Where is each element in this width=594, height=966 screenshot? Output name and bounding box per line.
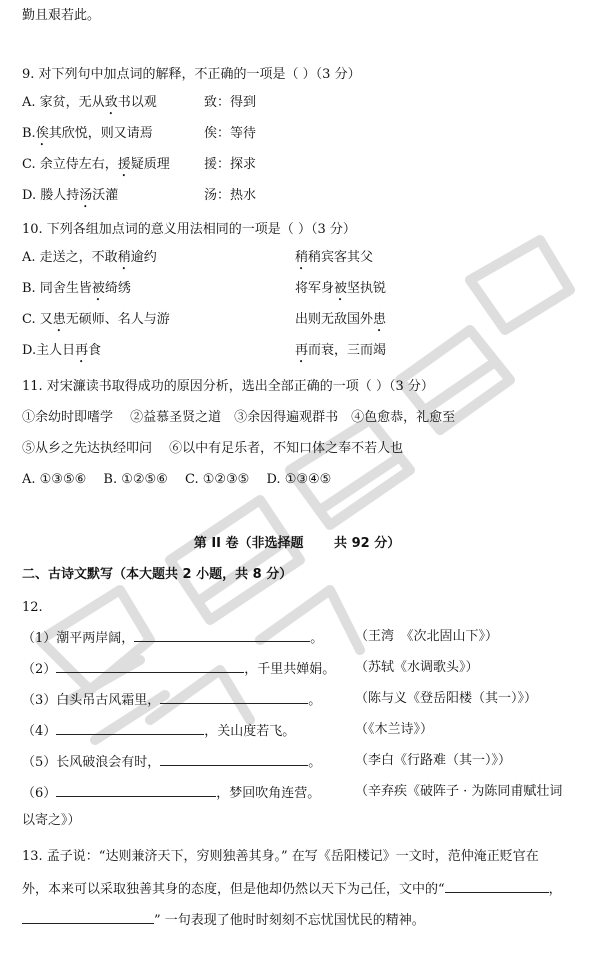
gloss-word: 致 (204, 95, 218, 110)
q13-line-2 (22, 879, 562, 899)
q10-row-c-left (22, 311, 170, 335)
dotted-word: 俟 (35, 126, 49, 141)
q9-option-b (22, 125, 153, 149)
option-label: C. (22, 312, 36, 327)
item-number: （2） (22, 662, 57, 677)
fill-blank[interactable] (445, 879, 549, 893)
option-text-post: 无硕师、名人与游 (65, 312, 170, 327)
q12-source-5: （李白《行路难（其一）》） (355, 753, 512, 768)
gloss-text: ：热水 (217, 188, 257, 203)
gloss-text: ：探求 (217, 157, 257, 172)
gloss-word: 俟 (204, 126, 218, 141)
q12-item-3 (22, 690, 321, 710)
dotted-word: 再 (75, 343, 89, 358)
q9-stem: 9. 对下列句中加点词的解释，不正确的一项是（ ）（3 分） (22, 67, 361, 82)
q12-source-2: （苏轼《水调歌头》） (355, 660, 479, 675)
q10-stem: 10. 下列各组加点词的意义用法相同的一项是（ ）（3 分） (22, 222, 356, 237)
q13-line-3 (22, 910, 425, 930)
fill-blank[interactable] (56, 721, 204, 735)
dotted-word: 汤 (79, 188, 93, 203)
q13-text-pre: 外，本来可以采取独善其身的态度，但是他却仍然以天下为己任，文中的“ (22, 882, 445, 897)
option-text-post: 坚执锐 (347, 281, 387, 296)
fill-blank[interactable] (22, 910, 154, 924)
top-line: 勤且艰若此。 (22, 8, 101, 23)
item-number: （5） (22, 755, 57, 770)
q9-gloss-c (204, 156, 256, 174)
option-text-pre: 走送之，不敢 (39, 250, 118, 265)
item-text-post: 。 (308, 693, 322, 708)
q11-line-2: ⑤从乡之先达执经叩问 ⑥以中有足乐者，不知口体之奉不若人也 (22, 441, 404, 456)
q12-source-3: （陈与义《登岳阳楼（其一）》） (355, 691, 538, 706)
option-label: C. (22, 157, 36, 172)
q12-item-5 (22, 752, 321, 772)
dotted-word: 患 (52, 312, 66, 327)
option-text-post: 食 (88, 343, 102, 358)
gloss-text: ：等待 (217, 126, 257, 141)
dotted-word: 稍 (295, 250, 309, 265)
q9-option-d (22, 187, 118, 211)
q11-line-1: ①余幼时即嗜学 ②益慕圣贤之道 ③余因得遍观群书 ④色愈恭，礼愈至 (22, 410, 456, 425)
gloss-word: 援 (204, 157, 218, 172)
q9-gloss-a (204, 94, 256, 112)
option-text-post: 疑质理 (130, 157, 170, 172)
fill-blank[interactable] (56, 783, 216, 797)
item-text-pre: 潮平两岸阔， (56, 631, 135, 646)
item-text-post: 。 (308, 755, 322, 770)
q10-row-b-left (22, 280, 131, 304)
q13-line-1: 13. 孟子说：“达则兼济天下，穷则独善其身。” 在写《岳阳楼记》一文时，范仲淹正贬官在 (22, 849, 539, 864)
option-label: D. (22, 343, 37, 358)
dotted-word: 稍 (117, 250, 131, 265)
item-text-post: 。 (310, 631, 324, 646)
option-text-post: 而衰，三而竭 (308, 343, 387, 358)
q10-row-d-left (22, 342, 101, 366)
q12-item-1 (22, 628, 323, 648)
option-label: A. (22, 95, 36, 110)
option-text-post: 绮绣 (104, 281, 131, 296)
option-text-post: 稍宾客其父 (308, 250, 374, 265)
q11-choices: A. ①③⑤⑥ B. ①②⑤⑥ C. ①②③⑤ D. ①③④⑤ (22, 472, 332, 487)
dotted-word: 致 (104, 95, 118, 110)
q12-number: 12. (22, 600, 43, 615)
q9-gloss-d (204, 187, 256, 205)
q9-option-a (22, 94, 157, 118)
item-number: （6） (22, 786, 57, 801)
option-text-post: 书以观 (117, 95, 157, 110)
item-number: （1） (22, 631, 57, 646)
q10-row-a-left (22, 249, 157, 273)
fill-blank[interactable] (160, 690, 308, 704)
option-text-pre: 家贫，无从 (39, 95, 105, 110)
fill-blank[interactable] (160, 752, 308, 766)
fill-blank[interactable] (56, 659, 244, 673)
q12-item-6 (22, 783, 320, 803)
option-text-pre: 媵人持 (40, 188, 80, 203)
dotted-word: 被 (334, 281, 348, 296)
q12-source-6: （辛弃疾《破阵子 · 为陈同甫赋壮词 (355, 784, 563, 799)
q11-stem: 11. 对宋濂读书取得成功的原因分析，选出全部正确的一项（ ）（3 分） (22, 379, 434, 394)
option-text-pre: 将军身 (295, 281, 335, 296)
section-two-heading: 二、古诗文默写（本大题共 2 小题，共 8 分） (22, 567, 293, 582)
option-text-post: 其欣悦，则又请焉 (48, 126, 153, 141)
item-text-pre: 长风破浪会有时， (56, 755, 161, 770)
dotted-word: 再 (295, 343, 309, 358)
q9-gloss-b (204, 125, 256, 143)
q13-text-post: ， (548, 882, 562, 897)
gloss-word: 汤 (204, 188, 218, 203)
item-text-post: ，梦回吹角连营。 (216, 786, 321, 801)
volume-title: 第 II 卷（非选择题 共 92 分） (193, 536, 401, 551)
option-text-post: 沃灌 (92, 188, 119, 203)
q10-row-b-right (295, 280, 386, 304)
q13-text-post: ” 一句表现了他时时刻刻不忘忧国忧民的精神。 (154, 913, 425, 928)
item-number: （3） (22, 693, 57, 708)
gloss-text: ：得到 (217, 95, 257, 110)
option-text-post: 逾约 (130, 250, 157, 265)
q9-option-c (22, 156, 170, 180)
q12-source-4: （《木兰诗》） (355, 722, 434, 737)
option-text-pre: 出则无敌国外 (295, 312, 374, 327)
q12-source-1: （王湾 《次北固山下》） (355, 629, 499, 644)
q10-row-c-right (295, 311, 386, 335)
option-label: A. (22, 250, 36, 265)
item-text-post: ，关山度若飞。 (204, 724, 296, 739)
q12-source-6-continued: 以寄之》） (22, 813, 81, 828)
q12-item-2 (22, 659, 335, 679)
item-number: （4） (22, 724, 57, 739)
option-text-pre: 同舍生皆 (39, 281, 92, 296)
option-label: D. (22, 188, 37, 203)
option-label: B. (22, 281, 36, 296)
dotted-word: 被 (91, 281, 105, 296)
item-text-pre: 白头吊古风霜里， (56, 693, 161, 708)
option-text-pre: 主人日 (36, 343, 76, 358)
item-text-post: ，千里共婵娟。 (244, 662, 336, 677)
fill-blank[interactable] (134, 628, 310, 642)
q12-item-4 (22, 721, 295, 741)
option-text-pre: 又 (39, 312, 53, 327)
option-label: B. (22, 126, 36, 141)
q10-row-d-right (295, 342, 386, 366)
dotted-word: 患 (373, 312, 387, 327)
q10-row-a-right (295, 249, 373, 273)
option-text-pre: 余立侍左右， (39, 157, 118, 172)
dotted-word: 援 (117, 157, 131, 172)
